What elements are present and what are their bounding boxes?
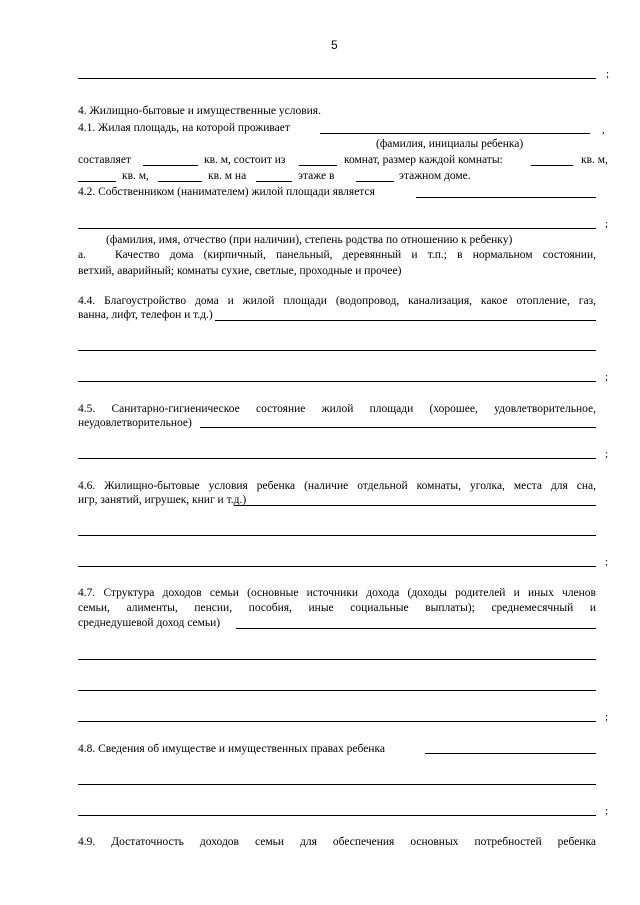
s45-line1: 4.5. Санитарно-гигиеническое состояние жилой площади (хорошее, удовлетворительное, bbox=[78, 403, 596, 415]
s45-line2: неудовлетворительное) bbox=[78, 417, 192, 429]
s49-line1: 4.9. Достаточность доходов семьи для обеспечения основных потребностей ребенка bbox=[78, 836, 596, 848]
room2-size-field[interactable] bbox=[78, 181, 116, 182]
s41-etazhe: этаже в bbox=[298, 170, 335, 182]
s42-label: 4.2. Собственником (нанимателем) жилой площади является bbox=[78, 186, 375, 198]
s44-field-3[interactable] bbox=[78, 381, 596, 382]
s46-line1: 4.6. Жилищно-бытовые условия ребенка (наличие отдельной комнаты, уголка, места для сна, bbox=[78, 480, 596, 492]
s41-kvm-end: кв. м, bbox=[581, 154, 608, 166]
comma-mark: , bbox=[602, 124, 605, 136]
s48-field-3[interactable] bbox=[78, 815, 596, 816]
s47-field-2[interactable] bbox=[78, 659, 596, 660]
s41-label: 4.1. Жилая площадь, на которой проживает bbox=[78, 122, 290, 134]
s41-caption: (фамилия, инициалы ребенка) bbox=[376, 138, 524, 150]
page-number: 5 bbox=[331, 38, 338, 52]
rooms-count-field[interactable] bbox=[299, 165, 337, 166]
top-blank-line[interactable] bbox=[78, 78, 596, 79]
semicolon-mark: ; bbox=[605, 556, 609, 568]
s45-field-1[interactable] bbox=[200, 427, 596, 428]
s46-field-3[interactable] bbox=[78, 566, 596, 567]
s41-komnat: комнат, размер каждой комнаты: bbox=[344, 154, 503, 166]
s41-etazh-dom: этажном доме. bbox=[399, 170, 471, 182]
s41-sostavl: составляет bbox=[78, 154, 131, 166]
semicolon-mark: ; bbox=[605, 448, 609, 460]
s41-kvm: кв. м, состоит из bbox=[204, 154, 286, 166]
s47-line3: среднедушевой доход семьи) bbox=[78, 617, 221, 629]
s46-line2: игр, занятий, игрушек, книг и т.д.) bbox=[78, 494, 247, 506]
s41-kvm-na: кв. м на bbox=[208, 170, 247, 182]
s47-line2: семьи, алименты, пенсии, пособия, иные социальные выплаты); среднемесячный и bbox=[78, 602, 596, 614]
semicolon-mark: ; bbox=[605, 371, 609, 383]
s41-kvm2: кв. м, bbox=[122, 170, 149, 182]
s46-field-2[interactable] bbox=[78, 535, 596, 536]
s47-field-4[interactable] bbox=[78, 721, 596, 722]
s44-field-2[interactable] bbox=[78, 350, 596, 351]
s47-field-1[interactable] bbox=[236, 628, 596, 629]
s48-field-1[interactable] bbox=[425, 753, 596, 754]
s43-line1: Качество дома (кирпичный, панельный, деревянный и т.п.; в нормальном состоянии, bbox=[115, 249, 596, 261]
s44-line1: 4.4. Благоустройство дома и жилой площади (водопровод, канализация, какое отопление, газ, bbox=[78, 295, 596, 307]
owner-field-2[interactable] bbox=[78, 228, 596, 229]
total-floors-field[interactable] bbox=[356, 181, 394, 182]
floor-field[interactable] bbox=[256, 181, 292, 182]
s46-field-1[interactable] bbox=[234, 505, 596, 506]
s44-field-1[interactable] bbox=[215, 320, 596, 321]
room1-size-field[interactable] bbox=[531, 165, 573, 166]
s48-field-2[interactable] bbox=[78, 784, 596, 785]
semicolon-mark: ; bbox=[606, 68, 610, 80]
child-name-field[interactable] bbox=[320, 133, 590, 134]
s47-field-3[interactable] bbox=[78, 690, 596, 691]
owner-field-1[interactable] bbox=[416, 197, 596, 198]
s43-marker: а. bbox=[78, 249, 86, 261]
s43-line2: ветхий, аварийный; комнаты сухие, светлые, проходные и прочее) bbox=[78, 265, 402, 277]
area-sqm-field[interactable] bbox=[143, 165, 198, 166]
s45-field-2[interactable] bbox=[78, 458, 596, 459]
room3-size-field[interactable] bbox=[158, 181, 202, 182]
s44-line2: ванна, лифт, телефон и т.д.) bbox=[78, 309, 213, 321]
semicolon-mark: ; bbox=[605, 805, 609, 817]
semicolon-mark: ; bbox=[605, 711, 609, 723]
s48-label: 4.8. Сведения об имуществе и имущественных правах ребенка bbox=[78, 743, 385, 755]
semicolon-mark: ; bbox=[605, 218, 609, 230]
s42-caption: (фамилия, имя, отчество (при наличии), степень родства по отношению к ребенку) bbox=[106, 234, 513, 246]
section-4-title: 4. Жилищно-бытовые и имущественные условия. bbox=[78, 105, 321, 117]
s47-line1: 4.7. Структура доходов семьи (основные источники дохода (доходы родителей и иных членов bbox=[78, 587, 596, 599]
